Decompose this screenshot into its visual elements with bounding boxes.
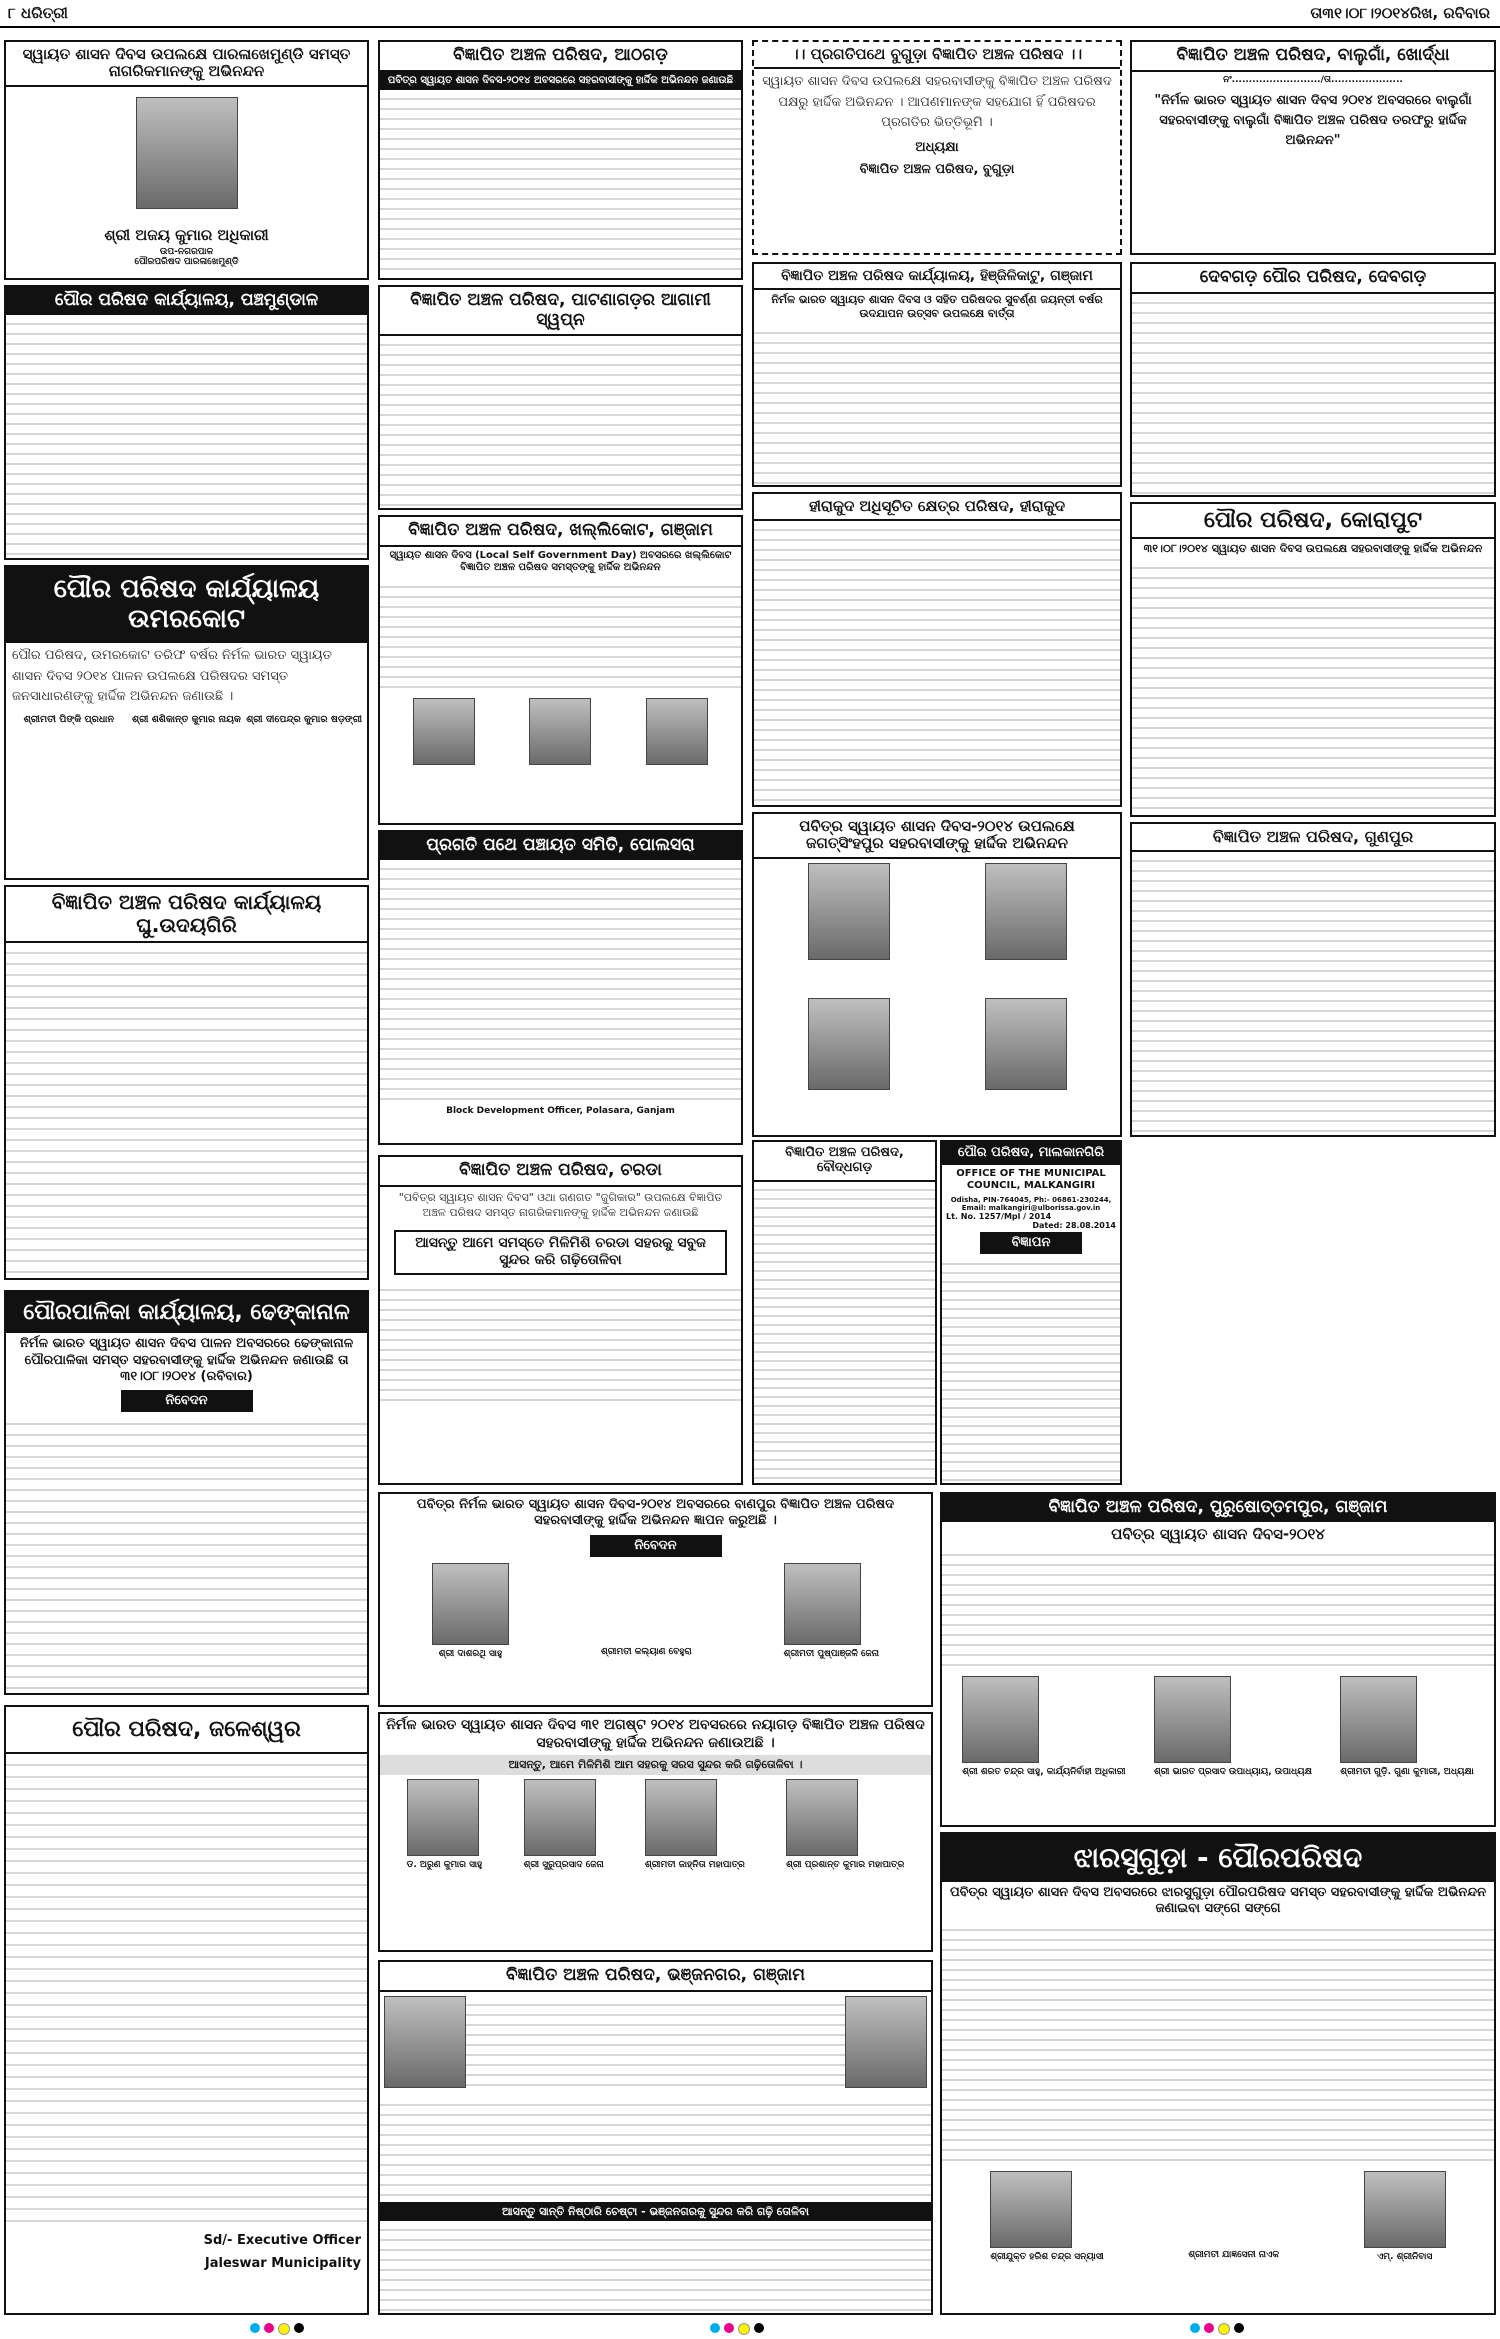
ad-g-udayagiri [4, 885, 369, 1280]
ad-subtitle: ୩୧।୦୮।୨୦୧୪ ସ୍ୱାୟତ ଶାସନ ଦିବସ ଉପଲକ୍ଷେ ସହରବାସୀଙ୍କୁ ହାର୍ଦ୍ଦିକ ଅଭିନନ୍ଦନ [1143, 542, 1483, 556]
person-name: ଏମ୍. ଶ୍ରୀନିବାସ [1376, 2251, 1433, 2262]
yellow-mark [278, 2323, 290, 2335]
portrait-photo [407, 1779, 479, 1856]
black-mark [1234, 2323, 1244, 2333]
ad-bugudar [752, 40, 1122, 255]
ad-title: ସ୍ୱାୟତ ଶାସନ ଦିବସ ଉପଲକ୍ଷେ ପାରଳାଖେମୁଣ୍ଡି ସମସ୍ତ ନାଗରିକମାନଙ୍କୁ ଅଭିନନ୍ଦନ [6, 42, 367, 87]
office-address: Odisha, PIN-764045, Ph:- 06861-230244, Email: malkangiri@ulborissa.gov.in [950, 1195, 1112, 1212]
ad-dhenkanal [4, 1290, 369, 1695]
ad-title: ବିଜ୍ଞାପିତ ଅଞ୍ଚଳ ପରିଷଦ, ଚରଡା [380, 1157, 741, 1187]
ad-slogan: ଆସନ୍ତୁ, ଆମେ ମିଳିମିଶି ଆମ ସହରକୁ ସରସ ସୁନ୍ଦର କରି ଗଢ଼ିତୋଳିବା । [380, 1755, 931, 1775]
ad-slogan: ଆସନ୍ତୁ ଆମେ ସମସ୍ତେ ମିଳିମିଶି ଚରଡା ସହରକୁ ସବୁଜ ସୁନ୍ଦର କରି ଗଢ଼ିତୋଳିବା [394, 1230, 727, 1275]
black-mark [754, 2323, 764, 2333]
ad-khallikote [378, 515, 743, 825]
portrait-photo [529, 698, 591, 765]
person-name: ଶ୍ରୀମତୀ ପୁଷ୍ପାଞ୍ଜଳି ଜେନା [783, 1648, 879, 1659]
cyan-mark [710, 2323, 720, 2333]
ad-hinjilicut [752, 262, 1122, 487]
yellow-mark [1218, 2323, 1230, 2335]
ad-purushottampur [940, 1492, 1496, 1827]
ad-body-text [1132, 852, 1494, 1137]
portrait-photo [786, 1779, 858, 1856]
registration-marks [0, 2322, 1500, 2339]
ad-jharsuguda [940, 1832, 1496, 2315]
ad-body-text [942, 1256, 1120, 1485]
ad-body-text [754, 324, 1120, 487]
notice-heading: ନିବେଦନ [590, 1535, 722, 1557]
ad-body-text [380, 578, 741, 694]
signatory: ଶ୍ରୀମତୀ ପିଙ୍କି ପ୍ରଧାନ [23, 714, 115, 726]
color-marks [250, 2323, 304, 2333]
portrait-photo [646, 698, 708, 765]
portrait-photo [784, 1563, 861, 1645]
portrait-photo [413, 698, 475, 765]
ad-body-text [1132, 294, 1494, 497]
portrait-photo [808, 863, 890, 960]
cyan-mark [250, 2323, 260, 2333]
photo-row [380, 1775, 931, 1874]
person-org: ପୌରପରିଷଦ ପାରଳାଖେମୁଣ୍ଡି [134, 257, 239, 268]
page-date: ତା୩୧।୦୮।୨୦୧୪ରିଖ, ରବିବାର [1310, 4, 1490, 22]
ad-slogan: ଆସନ୍ତୁ ସାନ୍ତି ନିଷ୍ଠାରି ଚେଷ୍ଟା - ଭଞ୍ଜନଗରକୁ ସୁନ୍ଦର କରି ଗଢ଼ି ତୋଳିବା [380, 2202, 931, 2222]
photo-row [942, 1672, 1494, 1781]
ad-body-text [380, 336, 741, 510]
notice-heading: ବିଜ୍ଞାପନ [980, 1232, 1082, 1254]
person-name: ଶ୍ରୀ ସୁରୁପ୍ରସାଦ ଜେନା [523, 1859, 604, 1870]
person-name: ଶ୍ରୀମତୀ ଗୁଡ଼ି. ଗୁଣା କୁମାରୀ, ଅଧ୍ୟକ୍ଷା [1340, 1767, 1474, 1778]
portrait-photo [645, 1779, 717, 1856]
ad-body-text [6, 1414, 367, 1695]
portrait-photo [985, 863, 1067, 960]
ad-title: ବିଜ୍ଞାପିତ ଅଞ୍ଚଳ ପରିଷଦ, ଭଞ୍ଜନଗର, ଗଞ୍ଜାମ [380, 1962, 931, 1992]
ad-title: ବିଜ୍ଞାପିତ ଅଞ୍ଚଳ ପରିଷଦ କାର୍ଯ୍ୟାଳୟ, ହିଞ୍ଜିଳିକାଟୁ, ଗଞ୍ଜାମ [754, 264, 1120, 290]
ad-bhanjanagar [378, 1960, 933, 2315]
yellow-mark [738, 2323, 750, 2335]
person-name: ଶ୍ରୀଯୁକ୍ତ ହରିଶ ଚନ୍ଦ୍ର ସନ୍ୟାସୀ [990, 2251, 1104, 2262]
ad-title: ପୌରପାଳିକା କାର୍ଯ୍ୟାଳୟ, ଢେଙ୍କାନାଳ [6, 1292, 367, 1333]
ad-title: ପୌର ପରିଷଦ କାର୍ଯ୍ୟାଳୟ ଉମରକୋଟ [6, 567, 367, 643]
ad-malkangiri [940, 1140, 1122, 1485]
ad-title: ।। ପ୍ରଗତିପଥେ ବୁଗୁଡ଼ା ବିଜ୍ଞାପିତ ଅଞ୍ଚଳ ପରିଷଦ ।। [754, 42, 1120, 69]
ad-panchamundal [4, 285, 369, 560]
person-name: ଶ୍ରୀମତୀ ଯାଜ୍ଞସେନୀ ନାଏକ [1188, 2249, 1280, 2260]
ad-title: ପବିତ୍ର ନିର୍ମଳ ଭାରତ ସ୍ୱାୟତ ଶାସନ ଦିବସ-୨୦୧୪ ଅବସରରେ ବାଣପୁର ବିଜ୍ଞାପିତ ଅଞ୍ଚଳ ପରିଷଦ ସହରବାସୀଙ୍କୁ ହାର୍ଦ୍ଦିକ ଅଭିନନ୍ଦନ ଜ୍ଞାପନ କରୁଅଛି । [416, 1497, 895, 1529]
ad-title: ଝାରସୁଗୁଡ଼ା - ପୌରପରିଷଦ [942, 1834, 1494, 1882]
ad-banpur [378, 1492, 933, 1707]
photo-row [942, 2167, 1494, 2266]
signatory: ଶ୍ରୀ ଦୀପେନ୍ଦ୍ର କୁମାର ଷଡ଼ଙ୍ଗୀ [246, 714, 363, 726]
ad-jagatsinghpur [752, 812, 1122, 1137]
color-marks [1190, 2323, 1244, 2333]
ad-balugaon [1130, 40, 1496, 255]
person-name: ଶ୍ରୀ ଦାଶରଥି ସାହୁ [438, 1648, 503, 1659]
ad-body-text [6, 315, 367, 560]
ad-subtitle: ନିର୍ମଳ ଭାରତ ସ୍ୱାୟତ ଶାସନ ଦିବସ ଓ ସହିତ ପରିଷଦର ସୁବର୍ଣ୍ଣ ଜୟନ୍ତୀ ବର୍ଷର ଉଦଯାପନ ଉତ୍ସବ ଉପଲକ୍ଷେ ବାର୍ତ୍ତା [771, 293, 1103, 320]
ad-body-text: ପୌର ପରିଷଦ, ଉମରକୋଟ ତରିଫ ବର୍ଷର ନିର୍ମଳ ଭାରତ ସ୍ୱାୟତ ଶାସନ ଦିବସ ୨୦୧୪ ପାଳନ ଉପଲକ୍ଷେ ପରିଷଦର ସମସ୍ତ ଜନସାଧାରଣଙ୍କୁ ହାର୍ଦ୍ଦିକ ଅଭିନନ୍ଦନ ଜଣାଉଛି । [12, 647, 332, 705]
ad-signatory: ଅଧ୍ୟକ୍ଷା [915, 140, 959, 156]
notice-heading: ନିବେଦନ [121, 1390, 253, 1412]
portrait-photo [962, 1676, 1039, 1763]
ad-subtitle: ନିର୍ମଳ ଭାରତ ସ୍ୱାୟତ ଶାସନ ଦିବସ ପାଳନ ଅବସରରେ ଢେଙ୍କାନାଳ ପୌରପାଳିକା ସମସ୍ତ ସହରବାସୀଙ୍କୁ ହାର୍ଦ୍ଦିକ ଅଭିନନ୍ଦନ ଜଣାଉଛି ତା ୩୧।୦୮।୨୦୧୪ (ରବିବାର) [19, 1336, 354, 1384]
person-name: ଶ୍ରୀ ଭାରତ ପ୍ରସାଦ ଉପାଧ୍ୟାୟ, ଉପାଧ୍ୟକ୍ଷ [1154, 1767, 1312, 1778]
portrait-photo [808, 998, 890, 1090]
magenta-mark [724, 2323, 734, 2333]
person-name: ଶ୍ରୀ ଅଜୟ କୁମାର ଅଧିକାରୀ [104, 225, 269, 244]
letter-date: Dated: 28.08.2014 [1032, 1220, 1116, 1230]
ad-title: ବିଜ୍ଞାପିତ ଅଞ୍ଚଳ ପରିଷଦ, ଖଲ୍ଲିକୋଟ, ଗଞ୍ଜାମ [380, 517, 741, 547]
ad-title: ବିଜ୍ଞାପିତ ଅଞ୍ଚଳ ପରିଷଦ, ଗୁଣପୁର [1132, 824, 1494, 852]
black-mark [294, 2323, 304, 2333]
portrait-photo [136, 97, 238, 209]
ad-title: ପୌର ପରିଷଦ, କୋରାପୁଟ [1132, 504, 1494, 539]
ad-nayagarh [378, 1712, 933, 1952]
ad-body-text [380, 860, 741, 1106]
ad-title: ବିଜ୍ଞାପିତ ଅଞ୍ଚଳ ପରିଷଦ, ପାଟଣାଗଡ଼ର ଆଗାମୀ ସ୍ୱପ୍ନ [380, 287, 741, 336]
ad-body-text: "ପବିତ୍ର ସ୍ୱାୟତ ଶାସନ ଦିବସ" ଓଥା ଗଣଗତ "ଜୁଗିକାର" ଉପଲକ୍ଷେ ବିଜ୍ଞାପିତ ଅଞ୍ଚଳ ପରିଷଦ ସମସ୍ତ ନାଗରିକମାନଙ୍କୁ ହାର୍ଦ୍ଦିକ ଅଭିନନ୍ଦନ ଜଣାଉଛି [398, 1190, 723, 1220]
person-name: ଶ୍ରୀମତୀ ଜାହ୍ନିତା ମହାପାତ୍ର [645, 1859, 745, 1870]
ad-title: ହୀରାକୁଦ ଅଧିସୂଚିତ କ୍ଷେତ୍ର ପରିଷଦ, ହୀରାକୁଦ [754, 494, 1120, 521]
ad-body-text [380, 2096, 931, 2202]
photo-row [754, 994, 1120, 1094]
ad-body-text [380, 2221, 931, 2315]
signatory: ଶ୍ରୀ ଶଶିକାନ୍ତ କୁମାର ନାୟକ [132, 714, 241, 726]
ad-charada [378, 1155, 743, 1485]
ad-subtitle: ସ୍ୱାୟତ ଶାସନ ଦିବସ (Local Self Government Day) ଅବସରରେ ଖଲ୍ଲିକୋଟ ବିଜ୍ଞାପିତ ଅଞ୍ଚଳ ପରିଷଦ ସମସ୍ତଙ୍କୁ ହାର୍ଦ୍ଦିକ ଅଭିନନ୍ଦନ [389, 549, 732, 574]
photo-row [380, 1559, 931, 1663]
footer-office: Jaleswar Municipality [204, 2255, 361, 2271]
ad-paralakhemundi [4, 40, 369, 280]
color-marks [710, 2323, 764, 2333]
cyan-mark [1190, 2323, 1200, 2333]
person-name: ଶ୍ରୀ ପ୍ରଶାନ୍ତ କୁମାର ମହାପାତ୍ର [786, 1859, 905, 1870]
ad-patnagarh [378, 285, 743, 510]
letter-number: Lt. No. 1257/Mpl / 2014 [946, 1211, 1052, 1221]
ad-title: ପୌର ପରିଷଦ, ମାଲକାନଗିରି [942, 1142, 1120, 1165]
ad-deogarh [1130, 262, 1496, 497]
magenta-mark [264, 2323, 274, 2333]
ad-title: ପୌର ପରିଷଦ କାର୍ଯ୍ୟାଳୟ, ପଞ୍ଚମୁଣ୍ଡାଳ [6, 287, 367, 315]
ad-body-text [6, 1754, 367, 2230]
person-name: ଡ. ଅରୁଣ କୁମାର ସାହୁ [406, 1859, 483, 1870]
portrait-photo [990, 2171, 1072, 2248]
ad-body-text [6, 943, 367, 1280]
ad-body-text [754, 1182, 935, 1485]
ad-body-text [1132, 559, 1494, 817]
ad-umarkot [4, 565, 369, 880]
person-name: ଶ୍ରୀମତୀ କଲ୍ୟାଣ ବେହୁରା [601, 1646, 692, 1657]
ad-body-text: "ନିର୍ମଳ ଭାରତ ସ୍ୱାୟତ ଶାସନ ଦିବସ ୨୦୧୪ ଅବସରରେ ବାଲୁଗାଁ ସହରବାସୀଙ୍କୁ ବାଲୁଗାଁ ବିଜ୍ଞାପିତ ଅଞ୍ଚଳ ପରିଷଦ ତରଫରୁ ହାର୍ଦ୍ଦିକ ଅଭିନନ୍ଦନ" [1154, 92, 1472, 148]
portrait-photo [845, 1996, 927, 2088]
ad-polasara [378, 830, 743, 1145]
ad-signatories [6, 711, 367, 728]
ad-title: ବିଜ୍ଞାପିତ ଅଞ୍ଚଳ ପରିଷଦ, ଆଠଗଡ଼ [380, 42, 741, 72]
office-name-english: OFFICE OF THE MUNICIPAL COUNCIL, MALKANGIRI [956, 1167, 1106, 1192]
ad-hirakud [752, 492, 1122, 807]
ad-subtitle: ପବିତ୍ର ସ୍ୱାୟତ ଶାସନ ଦିବସ-୨୦୧୪ [1111, 1524, 1325, 1543]
ad-title: ପୌର ପରିଷଦ, ଜଳେଶ୍ୱର [6, 1707, 367, 1754]
ad-body-text [942, 1546, 1494, 1672]
ad-title: ଦେବଗଡ଼ ପୌର ପରିଷଦ, ଦେବଗଡ଼ [1132, 264, 1494, 294]
ad-title: ପବିତ୍ର ସ୍ୱାୟତ ଶାସନ ଦିବସ-୨୦୧୪ ଉପଲକ୍ଷେ ଜଗତ୍ସିଂହପୁର ସହରବାସୀଙ୍କୁ ହାର୍ଦ୍ଦିକ ଅଭିନନ୍ଦନ [754, 814, 1120, 859]
footer-officer: Sd/- Executive Officer [203, 2233, 361, 2249]
person-name: ଶ୍ରୀ ଶରତ ଚନ୍ଦ୍ର ସାହୁ, କାର୍ଯ୍ୟନିର୍ବାହୀ ଅଧିକାରୀ [962, 1767, 1126, 1778]
ad-boudhgarh [752, 1140, 937, 1485]
portrait-photo [1340, 1676, 1417, 1763]
ad-gunupur [1130, 822, 1496, 1137]
ad-title: ବିଜ୍ଞାପିତ ଅଞ୍ଚଳ ପରିଷଦ କାର୍ଯ୍ୟାଳୟ ଘୁ.ଉଦୟଗିରି [6, 887, 367, 943]
ad-subtitle: ପବିତ୍ର ସ୍ୱାୟତ ଶାସନ ଦିବସ ଅବସରରେ ଝାରସୁଗୁଡ଼ା ପୌରପରିଷଦ ସମସ୍ତ ସହରବାସୀଙ୍କୁ ହାର୍ଦ୍ଦିକ ଅଭିନନ୍ଦନ ଜଣାଇବା ସଙ୍ଗେ ସଙ୍ଗେ [949, 1885, 1487, 1917]
ad-jaleswar [4, 1705, 369, 2315]
ad-title: ପ୍ରଗତି ପଥେ ପଞ୍ଚାୟତ ସମିତି, ପୋଲସରା [380, 832, 741, 860]
ad-body-text [942, 1921, 1494, 2167]
ad-title: ବିଜ୍ଞାପିତ ଅଞ୍ଚଳ ପରିଷଦ, ବାଲୁଗାଁ, ଖୋର୍ଦ୍ଧା [1132, 42, 1494, 72]
ad-title: ବିଜ୍ଞାପିତ ଅଞ୍ଚଳ ପରିଷଦ, ବୌଦ୍ଧଗଡ଼ [754, 1142, 935, 1182]
ad-reference: ନଂ........................../ତା..................... [1223, 74, 1403, 85]
portrait-photo [1364, 2171, 1446, 2248]
ad-body-text [466, 1996, 845, 2092]
ad-title: ନିର୍ମଳ ଭାରତ ସ୍ୱାୟତ ଶାସନ ଦିବସ ୩୧ ଅଗଷ୍ଟ ୨୦୧୪ ଅବସରରେ ନୟାଗଡ଼ ବିଜ୍ଞାପିତ ଅଞ୍ଚଳ ପରିଷଦ ସହରବାସୀଙ୍କୁ ହାର୍ଦ୍ଦିକ ଅଭିନନ୍ଦନ ଜଣାଉଅଛି । [386, 1717, 925, 1751]
ad-koraput [1130, 502, 1496, 817]
ad-body-text [754, 521, 1120, 807]
ad-body-text: ସ୍ୱାୟତ ଶାସନ ଦିବସ ଉପଲକ୍ଷେ ସହରବାସୀଙ୍କୁ ବିଜ୍ଞାପିତ ଅଞ୍ଚଳ ପରିଷଦ ପକ୍ଷରୁ ହାର୍ଦ୍ଦିକ ଅଭିନନ୍ଦନ । ଆପଣମାନଙ୍କ ସହଯୋଗ ହିଁ ପରିଷଦର ପ୍ରଗତିର ଭିତ୍ତିଭୂମି । [762, 73, 1112, 131]
portrait-photo [432, 1563, 509, 1645]
portrait-photo [524, 1779, 596, 1856]
ad-subtitle: ପବିତ୍ର ସ୍ୱାୟତ ଶାସନ ଦିବସ-୨୦୧୪ ଅବସରରେ ସହରବାସୀଙ୍କୁ ହାର୍ଦ୍ଦିକ ଅଭିନନ୍ଦନ ଜଣାଉଛି [380, 72, 741, 91]
photo-row [754, 859, 1120, 964]
person-role: ଉପ-ନଗରପାଳ [159, 247, 214, 258]
page-folio: ୮ ଧରିତ୍ରୀ [8, 4, 68, 22]
magenta-mark [1204, 2323, 1214, 2333]
ad-body-text [380, 1281, 741, 1407]
portrait-photo [985, 998, 1067, 1090]
ad-body-text [380, 90, 741, 280]
portrait-photo [384, 1996, 466, 2088]
photo-row [380, 694, 741, 769]
ad-footer: Block Development Officer, Polasara, Ganjam [446, 1105, 675, 1116]
ad-org: ବିଜ୍ଞାପିତ ଅଞ୍ଚଳ ପରିଷଦ, ବୁଗୁଡ଼ା [859, 162, 1015, 178]
page-header [0, 0, 1500, 28]
portrait-photo [1154, 1676, 1231, 1763]
ad-title: ବିଜ୍ଞାପିତ ଅଞ୍ଚଳ ପରିଷଦ, ପୁରୁଷୋତ୍ତମପୁର, ଗଞ୍ଜାମ [942, 1494, 1494, 1522]
ad-athagarh [378, 40, 743, 280]
